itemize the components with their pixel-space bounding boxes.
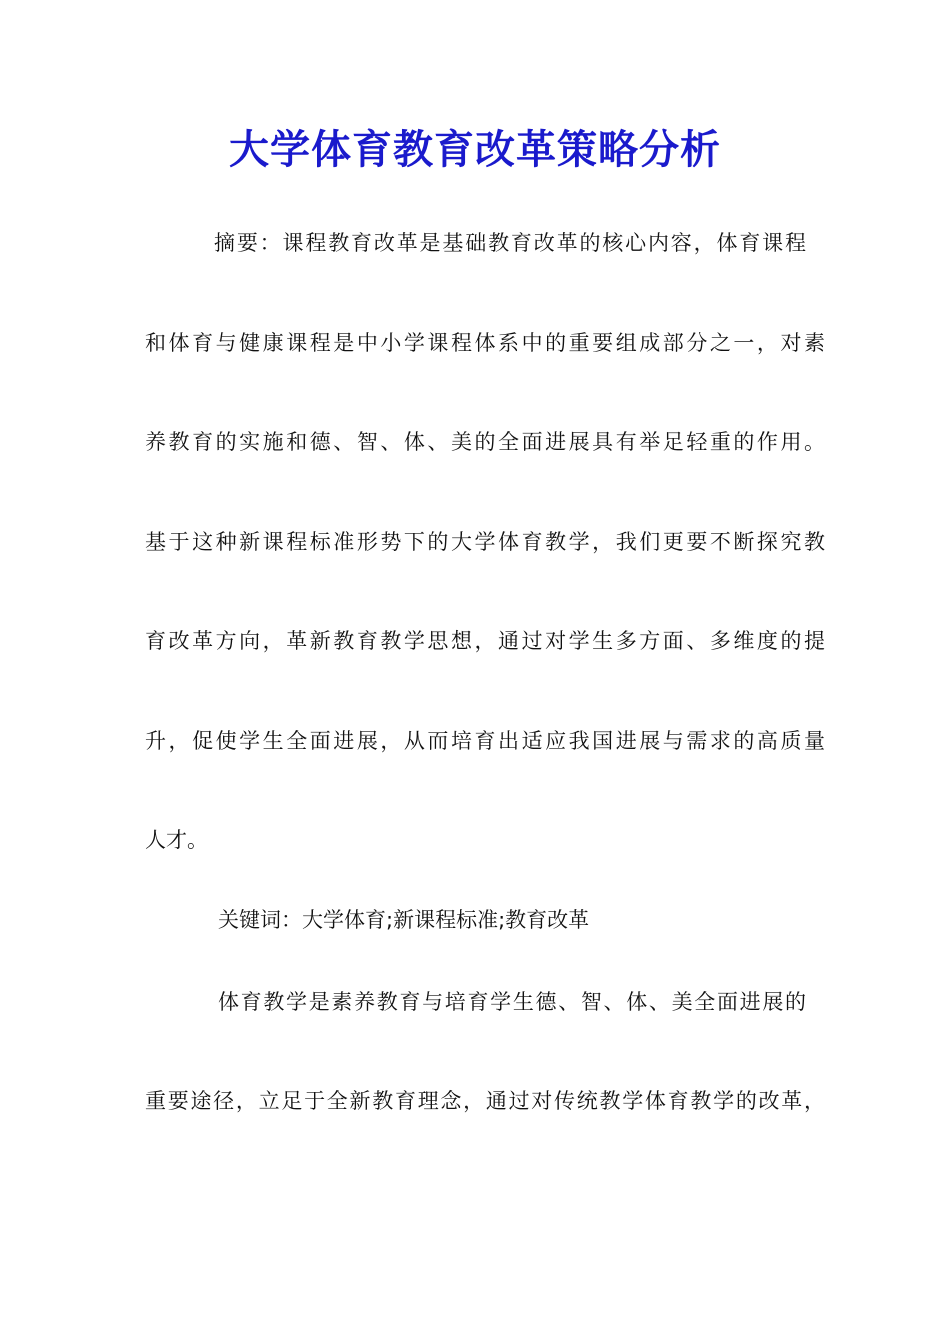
keywords-line: 关键词：大学体育;新课程标准;教育改革 <box>218 908 590 932</box>
abstract-line: 摘要：课程教育改革是基础教育改革的核心内容，体育课程 <box>214 231 806 255</box>
abstract-line: 基于这种新课程标准形势下的大学体育教学，我们更要不断探究教 <box>145 530 825 554</box>
document-title: 大学体育教育改革策略分析 <box>229 126 721 173</box>
body-line: 重要途径，立足于全新教育理念，通过对传统教学体育教学的改革， <box>145 1089 825 1113</box>
abstract-line: 和体育与健康课程是中小学课程体系中的重要组成部分之一，对素 <box>145 331 825 355</box>
abstract-line: 育改革方向，革新教育教学思想，通过对学生多方面、多维度的提 <box>145 629 825 653</box>
abstract-line: 升，促使学生全面进展，从而培育出适应我国进展与需求的高质量 <box>145 729 825 753</box>
abstract-line: 养教育的实施和德、智、体、美的全面进展具有举足轻重的作用。 <box>145 430 825 454</box>
body-line: 体育教学是素养教育与培育学生德、智、体、美全面进展的 <box>218 990 806 1014</box>
abstract-line: 人才。 <box>145 828 208 852</box>
